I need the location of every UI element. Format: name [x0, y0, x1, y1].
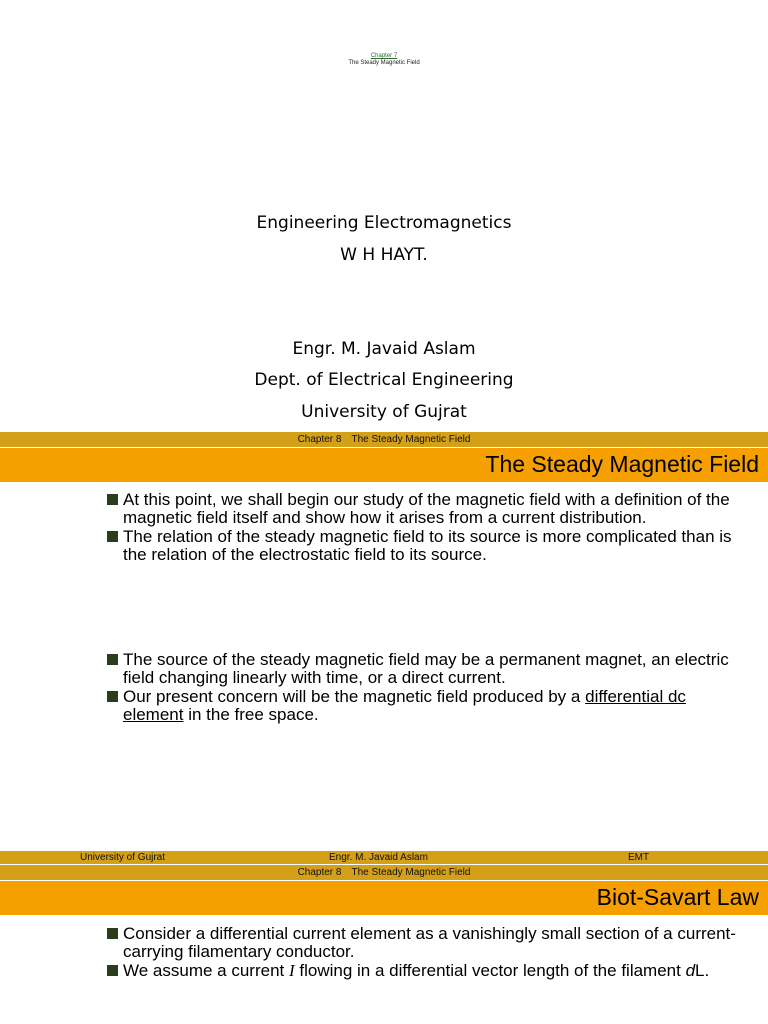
bullet-list	[105, 651, 745, 723]
university: University of Gujrat	[301, 402, 467, 422]
list-item	[105, 962, 745, 980]
differential-dc-element-link[interactable]: differential dc element	[123, 687, 686, 724]
chapter-name: The Steady Magnetic Field	[351, 867, 471, 878]
bullet-text: Consider a differential current element as a vanishingly small section of a current-carrying filamentary conductor.	[123, 924, 736, 961]
bullet-text-suffix: in the free space.	[183, 704, 319, 724]
bullet-square-icon	[107, 654, 118, 665]
chapter-subtitle: The Steady Magnetic Field	[348, 60, 420, 66]
slide-title: The Steady Magnetic Field	[485, 451, 759, 477]
book-title: Engineering Electromagnetics	[256, 213, 512, 233]
chapter-name: The Steady Magnetic Field	[351, 434, 471, 445]
footer-university: University of Gujrat	[80, 852, 166, 863]
chapter-number: Chapter 8	[297, 434, 342, 445]
footer-course: EMT	[628, 852, 650, 863]
list-item	[105, 688, 745, 723]
bullet-text: The source of the steady magnetic field may be a permanent magnet, an electric field changing linearly with time, or a direct current.	[123, 650, 729, 687]
slide-footer	[0, 851, 768, 864]
department: Dept. of Electrical Engineering	[254, 370, 514, 390]
list-item	[105, 925, 745, 960]
bullet-square-icon	[107, 531, 118, 542]
list-item	[105, 528, 745, 563]
bullet-list	[105, 491, 745, 563]
slide-title-bar	[0, 448, 768, 482]
vector-length: L.	[695, 961, 710, 980]
footer-presenter: Engr. M. Javaid Aslam	[329, 852, 428, 863]
list-item	[105, 491, 745, 526]
chapter-bar	[0, 865, 768, 880]
bullet-text: We assume a current	[123, 961, 289, 980]
chapter-number: Chapter 8	[297, 867, 342, 878]
bullet-square-icon	[107, 965, 118, 976]
presenter-name: Engr. M. Javaid Aslam	[292, 339, 476, 359]
bullet-text: Our present concern will be the magnetic field produced by a	[123, 687, 581, 706]
current-symbol: I	[288, 961, 295, 980]
bullet-list	[105, 925, 745, 980]
slide-title: Biot-Savart Law	[596, 884, 759, 910]
differential-d: d	[685, 961, 696, 980]
bullet-square-icon	[107, 691, 118, 702]
list-item	[105, 651, 745, 686]
bullet-square-icon	[107, 494, 118, 505]
chapter-link[interactable]: Chapter 7	[370, 53, 398, 59]
bullet-text: At this point, we shall begin our study of the magnetic field with a definition of the magnetic field itself and show how it arises from a current distribution.	[123, 490, 730, 527]
bullet-text: The relation of the steady magnetic field to its source is more complicated than is the relation of the electrostatic field to its source.	[123, 527, 732, 564]
bullet-text: flowing in a differential vector length of the filament	[294, 961, 686, 980]
book-author: W H HAYT.	[340, 245, 428, 265]
bullet-square-icon	[107, 928, 118, 939]
slide-title-bar	[0, 881, 768, 915]
chapter-bar	[0, 432, 768, 447]
